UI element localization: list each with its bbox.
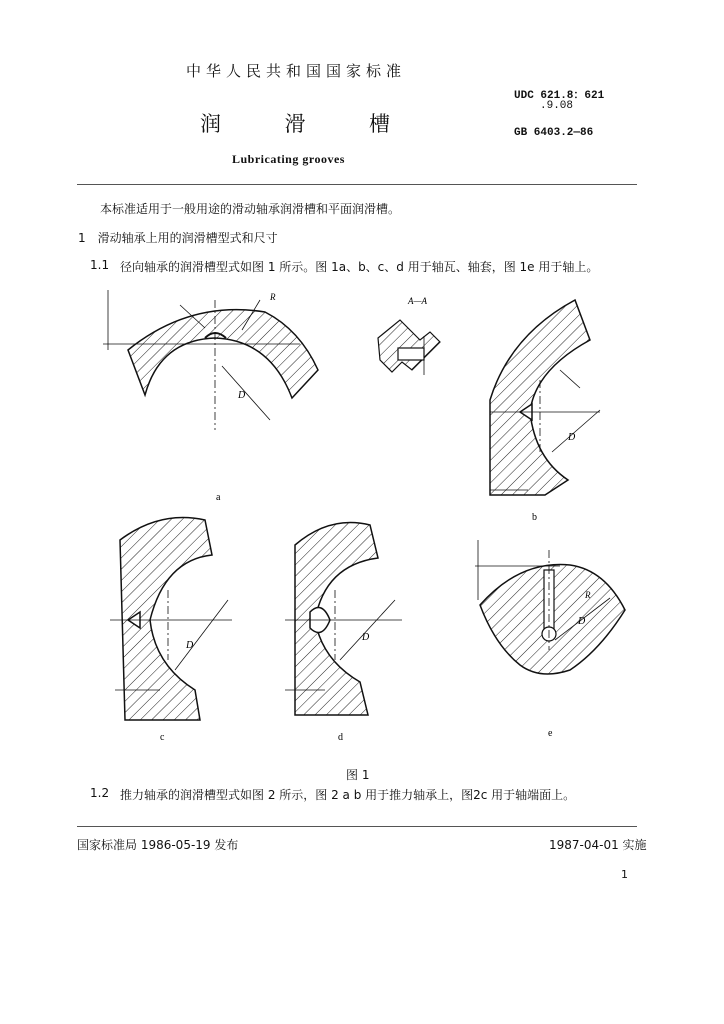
english-title: Lubricating grooves bbox=[232, 152, 345, 166]
section-1-heading: 1 滑动轴承上用的润滑槽型式和尺寸 bbox=[78, 231, 278, 245]
clause-1-1-text: 径向轴承的润滑槽型式如图 1 所示。图 1a、b、c、d 用于轴瓦、轴套，图 1e 用于轴上。 bbox=[120, 260, 599, 274]
clause-1-2-number: 1.2 bbox=[90, 786, 110, 800]
radius-label-e: R bbox=[585, 590, 591, 600]
gb-code: GB 6403.2—86 bbox=[514, 127, 594, 139]
subfigure-e bbox=[475, 540, 625, 674]
diameter-label-e: D bbox=[578, 616, 586, 627]
title-char-1: 润 bbox=[200, 112, 221, 136]
issue-date: 国家标准局 1986-05-19 发布 bbox=[77, 838, 239, 852]
section-aa-detail bbox=[378, 320, 440, 375]
subfigure-b-label: b bbox=[532, 512, 537, 523]
subfigure-c bbox=[110, 518, 232, 721]
subfigure-a bbox=[103, 290, 318, 430]
title-char-2: 滑 bbox=[284, 112, 306, 136]
implementation-date: 1987-04-01 实施 bbox=[549, 838, 647, 852]
intro-paragraph: 本标准适用于一般用途的滑动轴承润滑槽和平面润滑槽。 bbox=[100, 202, 401, 216]
diameter-label-c: D bbox=[186, 640, 194, 651]
title-char-3: 槽 bbox=[369, 112, 390, 136]
figure-1-caption: 图 1 bbox=[346, 768, 370, 782]
udc-code: UDC 621.8：621 bbox=[514, 90, 605, 102]
clause-1-1-number: 1.1 bbox=[90, 258, 110, 272]
diameter-label-d: D bbox=[362, 632, 370, 643]
subfigure-d-label: d bbox=[338, 732, 343, 743]
page-number: 1 bbox=[621, 868, 628, 881]
diameter-label-b: D bbox=[568, 432, 576, 443]
radius-label-a: R bbox=[270, 292, 276, 302]
subfigure-d bbox=[285, 523, 402, 716]
standard-name: 中华人民共和国国家标准 bbox=[186, 62, 407, 80]
subfigure-a-label: a bbox=[216, 492, 221, 503]
subfigure-c-label: c bbox=[160, 732, 165, 743]
clause-1-2-text: 推力轴承的润滑槽型式如图 2 所示，图 2 a b 用于推力轴承上，图2c 用于轴端面上。 bbox=[120, 788, 576, 802]
subfigure-e-label: e bbox=[548, 728, 553, 739]
section-aa-label: A—A bbox=[408, 296, 427, 306]
udc-code-continued: .9.08 bbox=[540, 100, 574, 112]
subfigure-b bbox=[490, 300, 600, 495]
diameter-label-a: D bbox=[238, 390, 246, 401]
footer-divider bbox=[77, 826, 637, 827]
